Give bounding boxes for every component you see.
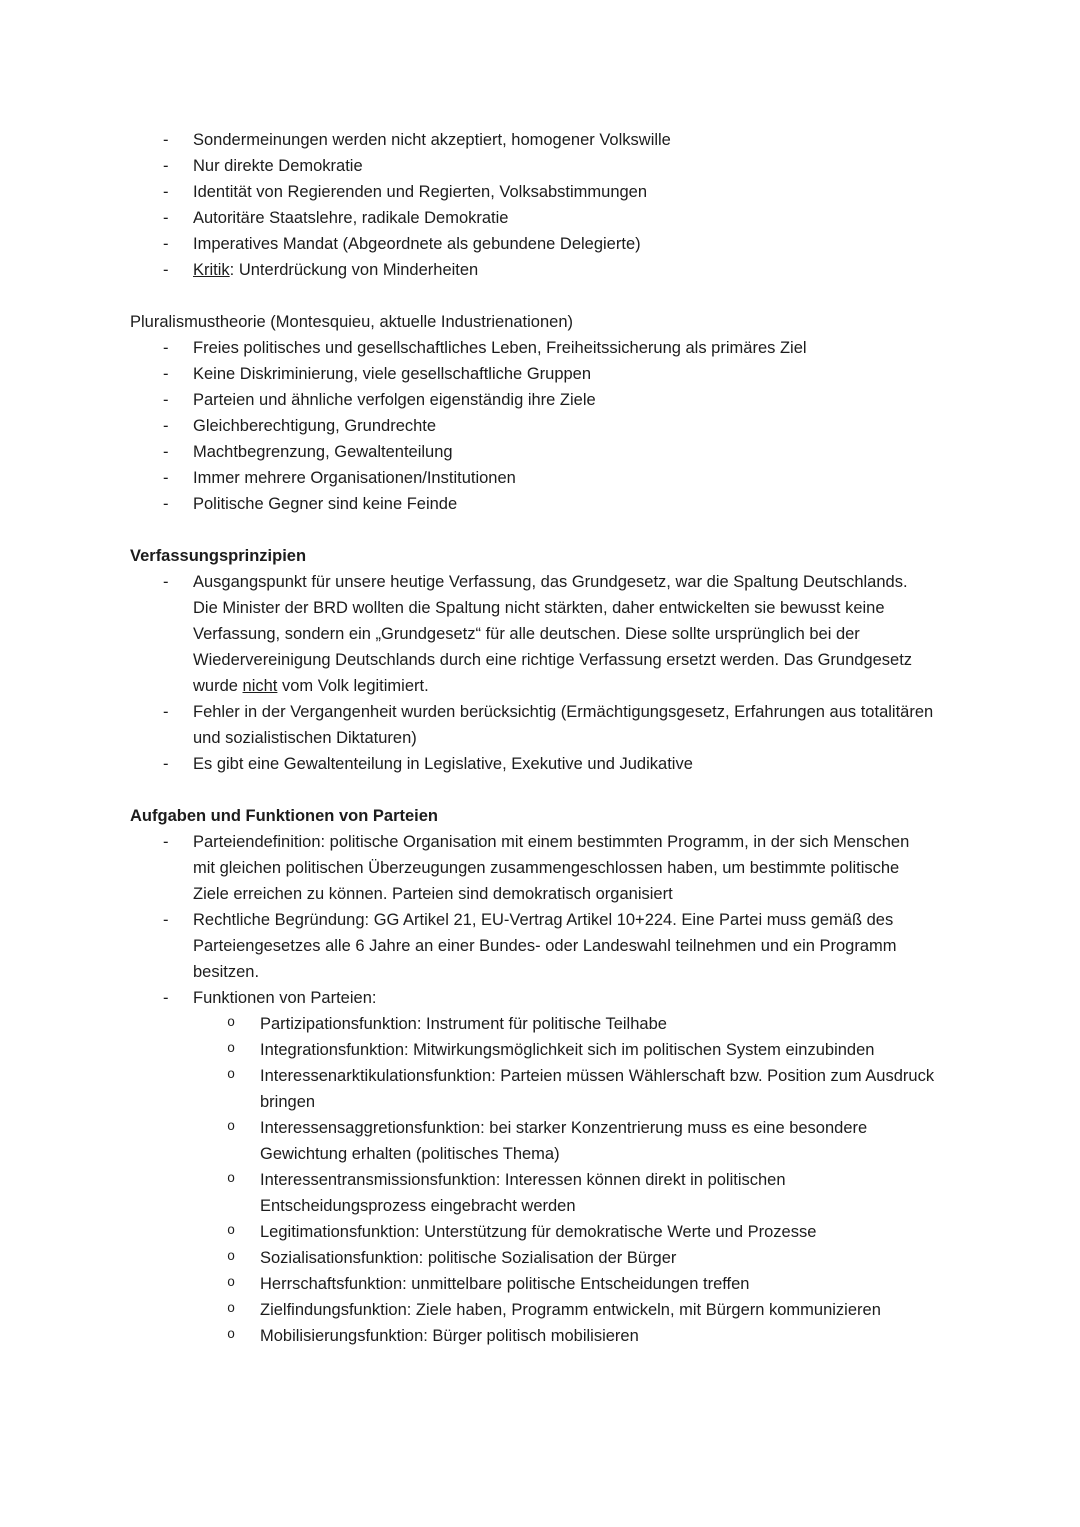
dash-bullet-marker: - — [163, 157, 169, 175]
underlined-text: Kritik — [193, 261, 230, 279]
sub-list-item — [130, 1219, 935, 1245]
sub-list-item-text: Interessenarktikulationsfunktion: Parteien müssen Wählerschaft bzw. Position zum Ausdruck bringen — [260, 1067, 935, 1111]
dash-bullet-marker: - — [163, 365, 169, 383]
section-identitaetstheorie — [130, 127, 935, 283]
circle-bullet-marker: o — [227, 1172, 236, 1187]
dash-bullet-marker: - — [163, 989, 169, 1007]
list-item-text: Funktionen von Parteien: — [193, 989, 377, 1007]
sub-list-item-text: Legitimationsfunktion: Unterstützung für demokratische Werte und Prozesse — [260, 1223, 817, 1241]
list-item-text: Freies politisches und gesellschaftliches Leben, Freiheitssicherung als primäres Ziel — [193, 339, 807, 357]
list-item-text: Fehler in der Vergangenheit wurden berücksichtig (Ermächtigungsgesetz, Erfahrungen aus totalitären und sozialistischen Diktaturen) — [193, 703, 934, 747]
sub-list-item — [130, 1297, 935, 1323]
sub-list-item — [130, 1167, 935, 1219]
list-item-text: Immer mehrere Organisationen/Institutionen — [193, 469, 516, 487]
list-item-text: Parteien und ähnliche verfolgen eigenständig ihre Ziele — [193, 391, 596, 409]
list-item-text: Gleichberechtigung, Grundrechte — [193, 417, 437, 435]
dash-bullet-marker: - — [163, 339, 169, 357]
list-item-text-rest: : Unterdrückung von Minderheiten — [229, 261, 479, 279]
sub-list-item — [130, 1063, 935, 1115]
section-heading: Pluralismustheorie (Montesquieu, aktuelle Industrienationen) — [130, 313, 573, 331]
list-item — [130, 751, 935, 777]
list-item — [130, 907, 935, 985]
dash-bullet-marker: - — [163, 443, 169, 461]
list-item-text: Identität von Regierenden und Regierten, Volksabstimmungen — [193, 183, 648, 201]
list-item — [130, 491, 935, 517]
list-item — [130, 335, 935, 361]
underlined-text: nicht — [242, 677, 278, 695]
list-item — [130, 127, 935, 153]
list-item — [130, 153, 935, 179]
list-item-text — [193, 261, 478, 279]
list-item-text: Sondermeinungen werden nicht akzeptiert, homogener Volkswille — [193, 131, 671, 149]
dash-bullet-marker: - — [163, 131, 169, 149]
sub-list-item-text: Herrschaftsfunktion: unmittelbare politische Entscheidungen treffen — [260, 1275, 750, 1293]
list-item — [130, 699, 935, 751]
list-item-text: Keine Diskriminierung, viele gesellschaftliche Gruppen — [193, 365, 592, 383]
sub-list-item — [130, 1245, 935, 1271]
dash-bullet-marker: - — [163, 495, 169, 513]
list-item — [130, 205, 935, 231]
sub-list-item-text: Interessentransmissionsfunktion: Interessen können direkt in politischen Entscheidungsprozess eingebracht werden — [260, 1171, 786, 1215]
dash-bullet-marker: - — [163, 703, 169, 721]
sub-list-item-text: Interessensaggretionsfunktion: bei starker Konzentrierung muss es eine besondere Gewichtung erhalten (politisches Thema) — [260, 1119, 868, 1163]
list-item-text: Politische Gegner sind keine Feinde — [193, 495, 458, 513]
circle-bullet-marker: o — [227, 1120, 236, 1135]
dash-bullet-marker: - — [163, 391, 169, 409]
list-item-text: Autoritäre Staatslehre, radikale Demokratie — [193, 209, 509, 227]
list-item-text: Es gibt eine Gewaltenteilung in Legislative, Exekutive und Judikative — [193, 755, 693, 773]
list-item-text-after: vom Volk legitimiert. — [277, 677, 429, 695]
section-heading: Verfassungsprinzipien — [130, 547, 307, 565]
section-pluralismustheorie — [130, 309, 935, 517]
dash-bullet-marker: - — [163, 261, 169, 279]
dash-bullet-marker: - — [163, 469, 169, 487]
list-item — [130, 231, 935, 257]
list-item — [130, 387, 935, 413]
sub-list-item-text: Integrationsfunktion: Mitwirkungsmöglichkeit sich im politischen System einzubinden — [260, 1041, 875, 1059]
list-item-grundgesetz — [130, 569, 935, 699]
circle-bullet-marker: o — [227, 1068, 236, 1083]
section-heading: Aufgaben und Funktionen von Parteien — [130, 807, 439, 825]
circle-bullet-marker: o — [227, 1016, 236, 1031]
list-item — [130, 361, 935, 387]
list-item-text: Rechtliche Begründung: GG Artikel 21, EU-Vertrag Artikel 10+224. Eine Partei muss gemäß des Parteiengesetzes alle 6 Jahre an einer Bundes- oder Landeswahl teilnehmen und ein Programm besitzen. — [193, 911, 897, 981]
dash-bullet-marker: - — [163, 833, 169, 851]
dash-bullet-marker: - — [163, 573, 169, 591]
sub-list-item — [130, 1115, 935, 1167]
list-item-text: Machtbegrenzung, Gewaltenteilung — [193, 443, 453, 461]
sub-list-item-text: Zielfindungsfunktion: Ziele haben, Programm entwickeln, mit Bürgern kommunizieren — [260, 1301, 881, 1319]
list-item-text: Imperatives Mandat (Abgeordnete als gebundene Delegierte) — [193, 235, 641, 253]
circle-bullet-marker: o — [227, 1224, 236, 1239]
circle-bullet-marker: o — [227, 1276, 236, 1291]
list-item-kritik — [130, 257, 935, 283]
circle-bullet-marker: o — [227, 1328, 236, 1343]
sub-list-item — [130, 1323, 935, 1349]
dash-bullet-marker: - — [163, 235, 169, 253]
sub-list-item — [130, 1011, 935, 1037]
list-item — [130, 829, 935, 907]
sub-list-item — [130, 1037, 935, 1063]
list-item-text: Nur direkte Demokratie — [193, 157, 363, 175]
sub-list-item — [130, 1271, 935, 1297]
list-item-text-before: Ausgangspunkt für unsere heutige Verfassung, das Grundgesetz, war die Spaltung Deutschlands. Die Minister der BRD wollten die Spaltung nicht stärkten, daher entwickelten sie bewusst keine Verfassung, sondern ein „Grundgesetz“ für alle deutschen. Diese sollte ursprünglich bei der Wiedervereinigung Deutschlands durch eine richtige Verfassung ersetzt werden. Das Grundgesetz wurde — [193, 573, 913, 695]
list-item-text — [193, 573, 912, 695]
list-item — [130, 439, 935, 465]
circle-bullet-marker: o — [227, 1250, 236, 1265]
dash-bullet-marker: - — [163, 209, 169, 227]
circle-bullet-marker: o — [227, 1042, 236, 1057]
section-aufgaben-funktionen-parteien — [130, 803, 935, 1349]
circle-bullet-marker: o — [227, 1302, 236, 1317]
dash-bullet-marker: - — [163, 755, 169, 773]
list-item — [130, 985, 935, 1011]
sub-list-item-text: Mobilisierungsfunktion: Bürger politisch mobilisieren — [260, 1327, 639, 1345]
dash-bullet-marker: - — [163, 183, 169, 201]
list-item — [130, 465, 935, 491]
sub-list-item-text: Partizipationsfunktion: Instrument für politische Teilhabe — [260, 1015, 667, 1033]
list-item — [130, 413, 935, 439]
list-item-text: Parteiendefinition: politische Organisation mit einem bestimmten Programm, in der sich Menschen mit gleichen politischen Überzeugungen zusammengeschlossen haben, um bestimmte politische Ziele erreichen zu können. Parteien sind demokratisch organisiert — [193, 833, 910, 903]
sub-list-item-text: Sozialisationsfunktion: politische Sozialisation der Bürger — [260, 1249, 677, 1267]
dash-bullet-marker: - — [163, 911, 169, 929]
dash-bullet-marker: - — [163, 417, 169, 435]
section-verfassungsprinzipien — [130, 543, 935, 777]
list-item — [130, 179, 935, 205]
